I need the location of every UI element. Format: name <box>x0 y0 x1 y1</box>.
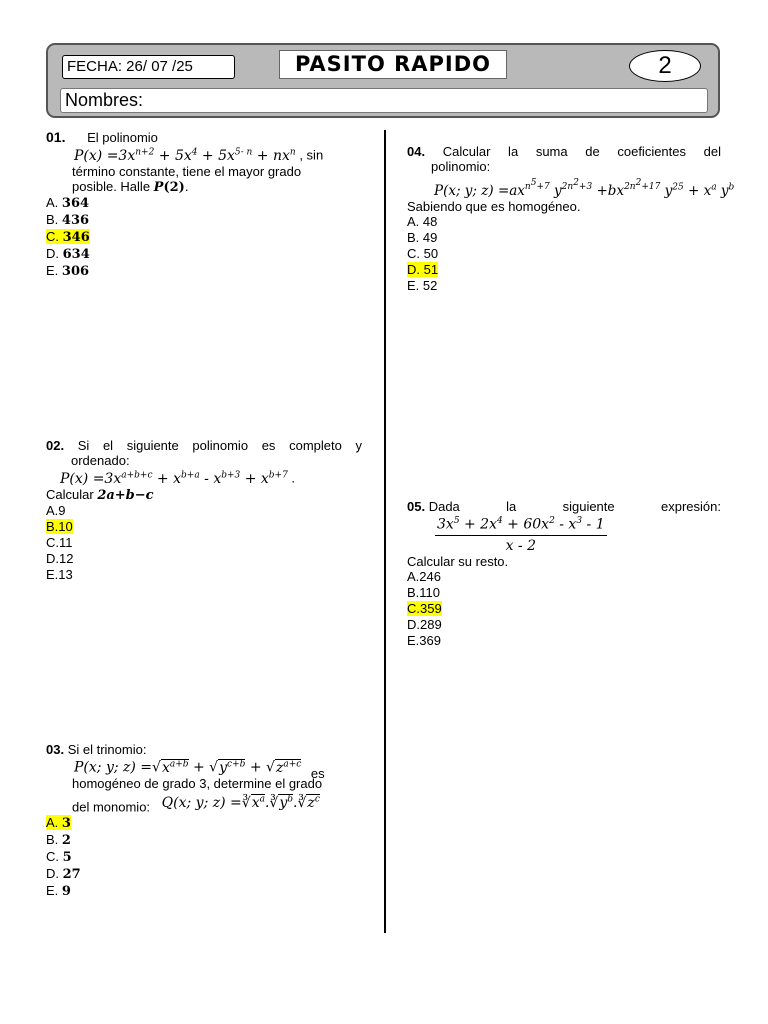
option-b[interactable]: B.10 <box>46 518 73 534</box>
question-04 <box>407 144 735 294</box>
option-e[interactable]: E. 306 <box>46 262 90 279</box>
fecha-field: FECHA: 26/ 07 /25 <box>62 55 235 79</box>
option-a[interactable]: A. 364 <box>46 194 90 211</box>
formula-line-2: del monomio: Q(x; y; $z) =∛x^a.∛y^b.∛z^c$ <box>72 794 320 815</box>
formula-p: P(x; y; $z) =√x^{a+b} + √y^{c+b} + √z^{a+c}$ <box>74 759 302 776</box>
option-b[interactable]: B. 436 <box>46 211 90 228</box>
question-number: 03. <box>46 742 65 757</box>
option-b[interactable]: B. 2 <box>46 832 71 849</box>
question-text-2: posible. Halle P(2). <box>72 178 189 195</box>
question-03 <box>46 742 366 900</box>
options-list <box>46 815 366 900</box>
question-text-2: homogéneo de grado 3, determine el grado <box>72 775 323 791</box>
formula-line <box>74 147 366 164</box>
option-a[interactable]: A.9 <box>46 502 66 518</box>
option-e[interactable]: E.369 <box>407 632 441 648</box>
question-text: 05. Dada la siguiente expresión: <box>407 499 721 514</box>
option-c[interactable]: C. 50 <box>407 245 439 261</box>
option-d[interactable]: D. 51 <box>407 261 439 277</box>
page-title: PASITO RAPIDO <box>279 50 507 79</box>
question-text: Si el trinomio: <box>67 742 147 757</box>
option-c[interactable]: C. 5 <box>46 849 72 866</box>
question-text: término constante, tiene el mayor grado <box>72 163 302 179</box>
option-c[interactable]: C.359 <box>407 600 442 616</box>
options-list <box>46 503 362 583</box>
ask-line: Calcular 2a+b−c <box>46 486 154 503</box>
formula-line <box>74 759 366 781</box>
column-divider <box>384 130 386 933</box>
question-text-3: Sabiendo que es homogéneo. <box>407 198 581 214</box>
sheet-number: 2 <box>629 50 701 82</box>
option-c[interactable]: C.11 <box>46 534 73 550</box>
options-list <box>407 569 721 649</box>
option-e[interactable]: E. 9 <box>46 883 71 900</box>
option-c[interactable]: C. 346 <box>46 228 90 245</box>
formula-trailing-text: es <box>310 765 325 781</box>
question-text-2: polinomio: <box>431 159 491 174</box>
option-a[interactable]: A. 48 <box>407 213 438 229</box>
option-b[interactable]: B.110 <box>407 584 441 600</box>
option-d[interactable]: D.289 <box>407 616 442 632</box>
question-text-2: ordenado: <box>71 453 130 468</box>
header-band <box>46 43 720 118</box>
option-d[interactable]: D. 27 <box>46 866 81 883</box>
question-number: 01. <box>46 129 66 145</box>
question-number: 04. <box>407 144 426 159</box>
question-number: 02. <box>46 438 65 453</box>
options-list <box>407 214 721 294</box>
options-list <box>46 195 366 280</box>
formula-line <box>434 178 735 199</box>
question-text: Calcular la suma de coeficientes del <box>442 144 721 159</box>
formula-p: $P(x) =3x^{a+b+c} + x^{b+a} - x^{b+3} + x^{b+7}$ <box>60 470 288 487</box>
option-b[interactable]: B. 49 <box>407 229 438 245</box>
option-a[interactable]: A.246 <box>407 568 441 584</box>
option-e[interactable]: E. 52 <box>407 277 438 293</box>
denominator: x - 2 <box>505 537 537 554</box>
question-text-2: Calcular su resto. <box>407 553 509 569</box>
option-a[interactable]: A. 3 <box>46 815 71 832</box>
question-02 <box>46 438 362 583</box>
option-d[interactable]: D. 634 <box>46 245 90 262</box>
question-text: Si el siguiente polinomio es completo y <box>77 438 362 453</box>
formula-q: Q(x; y; $z) =∛x^a.∛y^b.∛z^c$ <box>161 794 320 812</box>
numerator: $3x^5 + 2x^4 + 60x^2 - x^3 - 1$ <box>435 516 607 536</box>
formula-p: P(x; y; $z) =ax^{n^5+7}$ $y^{2n^2+3} +bx^{2n^2+17}$ $y^{25} + x^a$ $y^b$ <box>434 178 735 199</box>
formula-trailing-text: , sin <box>299 147 324 163</box>
nombres-field[interactable]: Nombres: <box>60 88 708 113</box>
fraction-formula <box>435 516 721 554</box>
question-01 <box>46 129 366 280</box>
formula-p: $P(x) =3x^{n+2} + 5x^4 + 5x^{5- n} + nx^n$ <box>74 147 296 164</box>
question-05 <box>407 499 721 649</box>
option-e[interactable]: E.13 <box>46 566 73 582</box>
option-d[interactable]: D.12 <box>46 550 74 566</box>
question-intro: El polinomio <box>87 130 158 145</box>
formula-line: $P(x) =3x^{a+b+c} + x^{b+a} - x^{b+3} + x^{b+7}$ . <box>60 470 296 487</box>
